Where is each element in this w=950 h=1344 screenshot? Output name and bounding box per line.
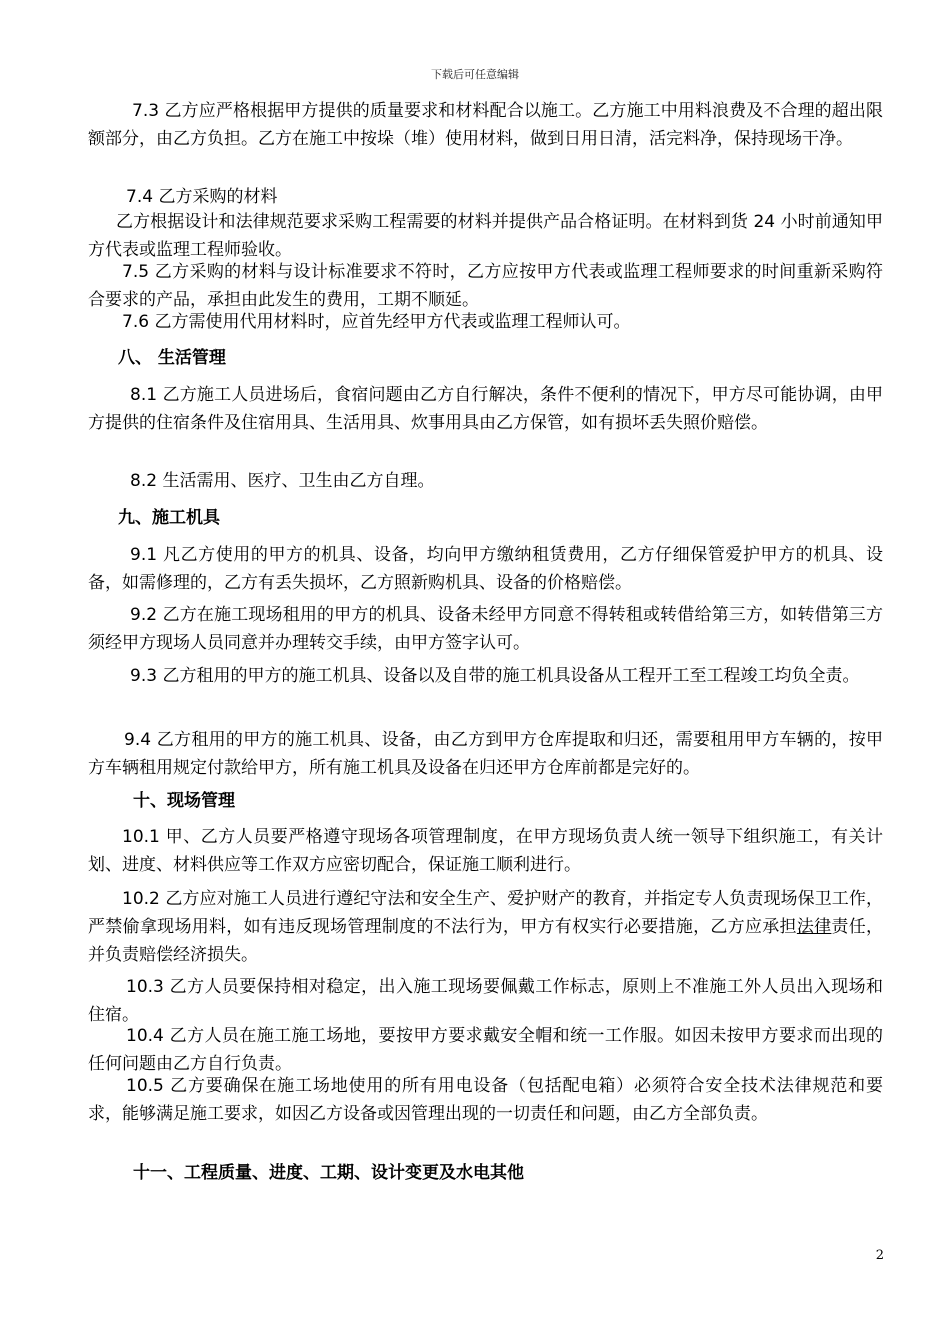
- paragraph-10-3: 10.3 乙方人员要保持相对稳定，出入施工现场要佩戴工作标志，原则上不准施工外人员出入现场和住宿。: [88, 977, 883, 1025]
- paragraph-7-5: 7.5 乙方采购的材料与设计标准要求不符时，乙方应按甲方代表或监理工程师要求的时间重新采购符合要求的产品，承担由此发生的费用，工期不顺延。: [88, 262, 884, 310]
- paragraph-9-4: 9.4 乙方租用的甲方的施工机具、设备，由乙方到甲方仓库提取和归还，需要租用甲方车辆的，按甲方车辆租用规定付款给甲方，所有施工机具及设备在归还甲方仓库前都是完好的。: [88, 730, 883, 778]
- paragraph-10-2: [88, 885, 883, 969]
- paragraph-10-1: 10.1 甲、乙方人员要严格遵守现场各项管理制度，在甲方现场负责人统一领导下组织施工，有关计划、进度、材料供应等工作双方应密切配合，保证施工顺利进行。: [88, 827, 883, 875]
- heading-section-10: 十、现场管理: [133, 791, 235, 811]
- paragraph-9-2: 9.2 乙方在施工现场租用的甲方的机具、设备未经甲方同意不得转租或转借给第三方，如转借第三方须经甲方现场人员同意并办理转交手续，由甲方签字认可。: [88, 605, 883, 653]
- paragraph-10-2-underlined: 法律: [796, 917, 832, 937]
- paragraph-10-4: 10.4 乙方人员在施工施工场地，要按甲方要求戴安全帽和统一工作服。如因未按甲方要求而出现的任何问题由乙方自行负责。: [88, 1026, 883, 1074]
- paragraph-8-2: 8.2 生活需用、医疗、卫生由乙方自理。: [130, 471, 435, 491]
- paragraph-8-1: 8.1 乙方施工人员进场后，食宿问题由乙方自行解决，条件不便利的情况下，甲方尽可能协调，由甲方提供的住宿条件及住宿用具、生活用具、炊事用具由乙方保管，如有损坏丢失照价赔偿。: [88, 385, 883, 433]
- paragraph-10-2-text-a: 10.2 乙方应对施工人员进行遵纪守法和安全生产、爱护财产的教育，并指定专人负责现场保卫工作，严禁偷拿现场用料，如有违反现场管理制度的不法行为，甲方有权实行必要措施，乙方应承担: [88, 889, 883, 937]
- paragraph-10-2-text-b: 责任，并负责赔偿经济损失。: [88, 917, 883, 965]
- paragraph-10-5: 10.5 乙方要确保在施工场地使用的所有用电设备（包括配电箱）必须符合安全技术法律规范和要求，能够满足施工要求，如因乙方设备或因管理出现的一切责任和问题，由乙方全部负责。: [88, 1076, 883, 1124]
- paragraph-7-4-title: 7.4 乙方采购的材料: [126, 187, 278, 207]
- heading-section-9: 九、施工机具: [118, 508, 220, 528]
- page-number: 2: [875, 1248, 884, 1263]
- paragraph-7-3: 7.3 乙方应严格根据甲方提供的质量要求和材料配合以施工。乙方施工中用料浪费及不合理的超出限额部分，由乙方负担。乙方在施工中按垛（堆）使用材料，做到日用日清，活完料净，保持现场干净。: [88, 101, 884, 149]
- paragraph-7-6: 7.6 乙方需使用代用材料时，应首先经甲方代表或监理工程师认可。: [122, 312, 631, 332]
- heading-section-8: 八、 生活管理: [118, 348, 226, 368]
- paragraph-9-1: 9.1 凡乙方使用的甲方的机具、设备，均向甲方缴纳租赁费用，乙方仔细保管爱护甲方的机具、设备，如需修理的，乙方有丢失损坏，乙方照新购机具、设备的价格赔偿。: [88, 545, 883, 593]
- paragraph-7-4: 乙方根据设计和法律规范要求采购工程需要的材料并提供产品合格证明。在材料到货 24 小时前通知甲方代表或监理工程师验收。: [88, 212, 883, 260]
- paragraph-9-3: 9.3 乙方租用的甲方的施工机具、设备以及自带的施工机具设备从工程开工至工程竣工均负全责。: [130, 666, 860, 686]
- page-header: 下载后可任意编辑: [431, 68, 519, 81]
- heading-section-11: 十一、工程质量、进度、工期、设计变更及水电其他: [133, 1163, 524, 1183]
